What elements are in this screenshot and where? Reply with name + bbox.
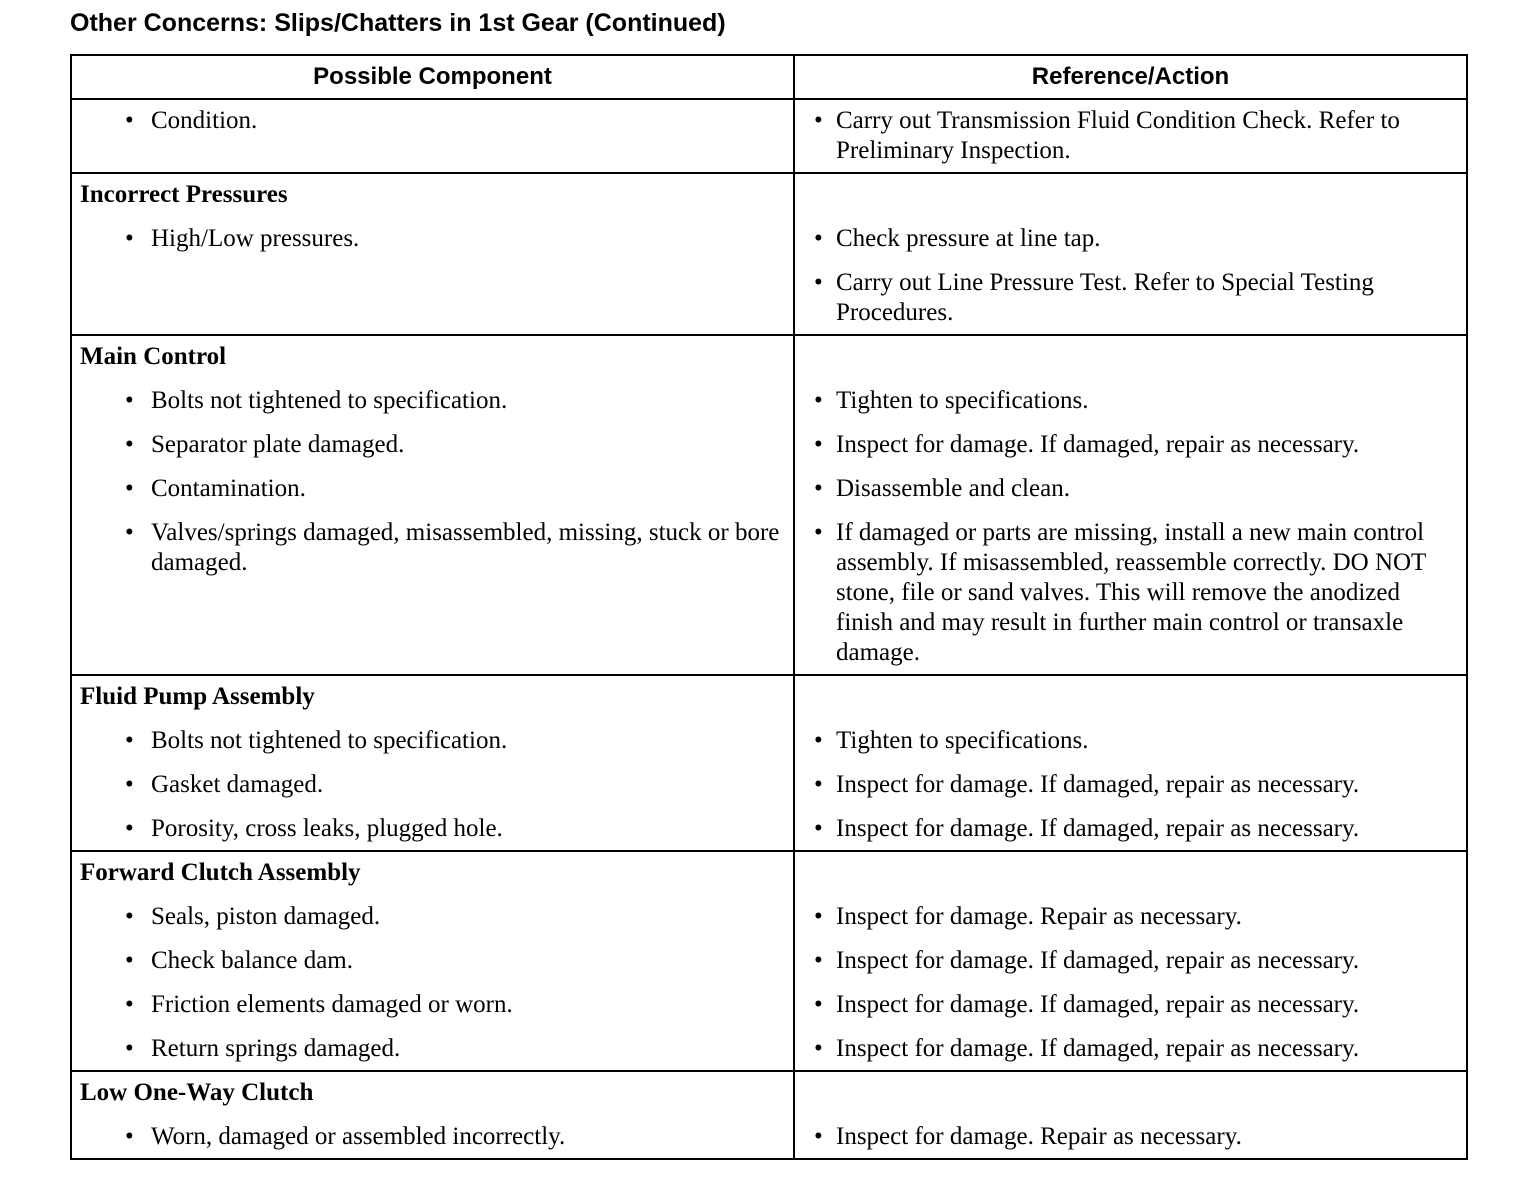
bullet-icon: • [814,727,823,754]
diagnosis-table [70,54,1468,1160]
bullet-icon: • [814,387,823,414]
component-text: Return springs damaged. [151,1035,401,1062]
component-cell [71,851,794,1071]
action-item [803,518,1458,668]
action-item [803,268,1458,328]
action-text: Inspect for damage. If damaged, repair as necessary. [836,947,1360,974]
action-text: Carry out Transmission Fluid Condition Check. Refer to Preliminary Inspection. [836,107,1400,164]
component-text: Check balance dam. [151,947,353,974]
table-row [71,173,1467,335]
action-text: Carry out Line Pressure Test. Refer to Special Testing Procedures. [836,269,1374,326]
group-heading: Forward Clutch Assembly [80,859,361,886]
action-item [803,1034,1458,1064]
reference-action-header: Reference/Action [794,55,1467,99]
component-item [80,1122,785,1152]
component-cell [71,675,794,851]
bullet-icon: • [814,771,823,798]
component-text: Seals, piston damaged. [151,903,381,930]
action-text: Tighten to specifications. [836,387,1089,414]
action-text: Inspect for damage. Repair as necessary. [836,903,1242,930]
bullet-icon: • [125,727,134,754]
bullet-icon: • [125,225,134,252]
table-header-row [71,55,1467,99]
component-item [80,430,785,460]
component-text: Porosity, cross leaks, plugged hole. [151,815,503,842]
action-cell [794,675,1467,851]
heading-spacer [803,180,1458,210]
action-item [803,106,1458,166]
component-item [80,518,785,578]
component-text: Bolts not tightened to specification. [151,387,508,414]
component-text: Worn, damaged or assembled incorrectly. [151,1123,566,1150]
component-text: Valves/springs damaged, misassembled, missing, stuck or bore damaged. [151,519,780,576]
bullet-icon: • [125,519,134,546]
group-heading: Fluid Pump Assembly [80,683,315,710]
page-title: Other Concerns: Slips/Chatters in 1st Gear (Continued) [70,9,726,37]
bullet-icon: • [814,431,823,458]
action-item [803,386,1458,416]
action-item [803,474,1458,504]
action-item [803,770,1458,800]
component-text: High/Low pressures. [151,225,360,252]
component-item [80,1034,785,1064]
table-row [71,1071,1467,1159]
action-cell [794,99,1467,173]
action-item [803,1122,1458,1152]
bullet-icon: • [125,947,134,974]
table-row [71,335,1467,675]
action-text: Inspect for damage. If damaged, repair as necessary. [836,431,1360,458]
action-item [803,946,1458,976]
component-item [80,106,785,136]
bullet-icon: • [814,519,823,546]
component-item [80,814,785,844]
component-item [80,770,785,800]
heading-spacer [803,342,1458,372]
action-item [803,430,1458,460]
action-text: Inspect for damage. If damaged, repair as necessary. [836,815,1360,842]
table-row [71,675,1467,851]
action-item [803,814,1458,844]
component-item [80,224,785,254]
bullet-icon: • [814,947,823,974]
component-text: Bolts not tightened to specification. [151,727,508,754]
component-cell [71,1071,794,1159]
action-text: Inspect for damage. If damaged, repair as necessary. [836,771,1360,798]
action-text: Check pressure at line tap. [836,225,1101,252]
component-text: Separator plate damaged. [151,431,405,458]
bullet-icon: • [125,771,134,798]
bullet-icon: • [814,225,823,252]
component-item [80,946,785,976]
component-cell [71,335,794,675]
table-row [71,99,1467,173]
action-text: Inspect for damage. If damaged, repair as necessary. [836,991,1360,1018]
bullet-icon: • [814,991,823,1018]
bullet-icon: • [125,815,134,842]
action-cell [794,1071,1467,1159]
action-text: Inspect for damage. Repair as necessary. [836,1123,1242,1150]
action-text: Tighten to specifications. [836,727,1089,754]
component-item [80,474,785,504]
bullet-icon: • [814,1035,823,1062]
group-heading: Main Control [80,343,227,370]
bullet-icon: • [125,475,134,502]
action-item [803,902,1458,932]
group-heading: Low One-Way Clutch [80,1079,314,1106]
possible-component-header: Possible Component [71,55,794,99]
component-text: Gasket damaged. [151,771,324,798]
bullet-icon: • [125,1123,134,1150]
action-item [803,990,1458,1020]
action-cell [794,851,1467,1071]
component-item [80,386,785,416]
bullet-icon: • [814,903,823,930]
bullet-icon: • [125,991,134,1018]
bullet-icon: • [814,1123,823,1150]
action-cell [794,335,1467,675]
component-cell [71,99,794,173]
component-item [80,726,785,756]
action-text: If damaged or parts are missing, install a new main control assembly. If misassembled, reassemble correctly. DO NOT stone, file or sand valves. This will remove the anodized finish and may result in further main control or transaxle damage. [836,519,1426,666]
heading-spacer [803,682,1458,712]
component-item [80,902,785,932]
bullet-icon: • [814,815,823,842]
heading-spacer [803,858,1458,888]
component-cell [71,173,794,335]
bullet-icon: • [125,903,134,930]
bullet-icon: • [125,107,134,134]
table-body [71,99,1467,1159]
component-text: Friction elements damaged or worn. [151,991,513,1018]
group-heading: Incorrect Pressures [80,181,288,208]
bullet-icon: • [814,107,823,134]
component-text: Contamination. [151,475,306,502]
component-text: Condition. [151,107,258,134]
bullet-icon: • [125,431,134,458]
action-text: Disassemble and clean. [836,475,1070,502]
action-text: Inspect for damage. If damaged, repair as necessary. [836,1035,1360,1062]
action-item [803,224,1458,254]
bullet-icon: • [814,475,823,502]
bullet-icon: • [125,387,134,414]
heading-spacer [803,1078,1458,1108]
table-row [71,851,1467,1071]
action-item [803,726,1458,756]
bullet-icon: • [125,1035,134,1062]
bullet-icon: • [814,269,823,296]
component-item [80,990,785,1020]
action-cell [794,173,1467,335]
